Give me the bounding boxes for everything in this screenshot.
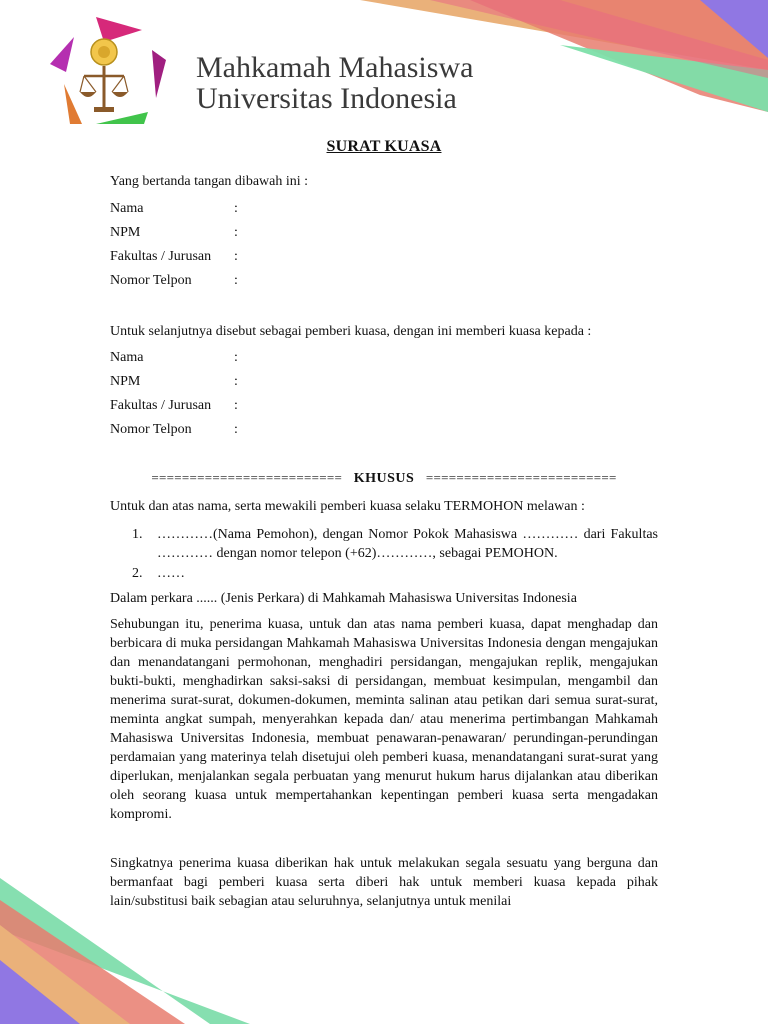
divider-left: =========================	[151, 470, 343, 485]
paragraph-summary: Singkatnya penerima kuasa diberikan hak untuk melakukan segala sesuatu yang berguna dan bermanfaat bagi pemberi kuasa serta diberi hak untuk memberi kuasa kepada pihak lain/substitusi baik sebagian atau seluruhnya, selanjutnya untuk menilai	[110, 856, 658, 909]
logo-green-shard	[96, 112, 148, 124]
behalf-text: Untuk dan atas nama, serta mewakili pemberi kuasa selaku TERMOHON melawan :	[110, 499, 585, 514]
intro-text: Yang bertanda tangan dibawah ini :	[110, 174, 309, 189]
giver-phone-colon: :	[234, 273, 238, 288]
receiver-name-colon: :	[234, 350, 238, 365]
receiver-npm-label: NPM	[110, 374, 141, 389]
list-text-1: …………(Nama Pemohon), dengan Nomor Pokok Mahasiswa ………… dari Fakultas ………… dengan nomor telepon (+62)…………, sebagai PEMOHON.	[157, 527, 658, 561]
giver-npm-label: NPM	[110, 225, 141, 240]
case-text: Dalam perkara ...... (Jenis Perkara) di Mahkamah Mahasiswa Universitas Indonesia	[110, 591, 577, 606]
giver-faculty-label: Fakultas / Jurusan	[110, 249, 212, 264]
org-line-2: Universitas Indonesia	[196, 82, 457, 115]
paragraph-powers: Sehubungan itu, penerima kuasa, untuk dan atas nama pemberi kuasa, dapat menghadap dan berbicara di muka persidangan Mahkamah Mahasiswa Universitas Indonesia dengan mengajukan dan menandatangani permohonan, menghadiri persidangan, mengajukan replik, mengajukan bukti-bukti, menghadirkan saksi-saksi di persidangan, membuat kesimpulan, mengambil dan menerima surat-surat, dokumen-dokumen, meminta salinan atau petikan dari semua surat-surat, meminta angkat sumpah, menyerahkan kepada dan/ atau menerima pertimbangan Mahkamah Mahasiswa Universitas Indonesia, membuat penawaran-penawaran/ perundingan-perundingan perdamaian yang materinya telah disetujui oleh pemberi kuasa, menandatangani surat-surat yang diperlukan, menjalankan segala perbuatan yang menurut hukum harus dijalankan atau diberikan oleh seorang kuasa untuk mempertahankan kepentingan pemberi kuasa serta mengadakan kompromi.	[110, 617, 658, 822]
divider-word: KHUSUS	[353, 471, 415, 486]
receiver-phone-colon: :	[234, 422, 238, 437]
divider-right: =========================	[425, 470, 617, 485]
mahkamah-logo	[44, 12, 172, 132]
scale-left-pan	[80, 92, 96, 97]
giver-name-label: Nama	[110, 201, 144, 216]
receiver-name-label: Nama	[110, 350, 144, 365]
list-number-1: 1.	[132, 527, 143, 542]
receiver-faculty-label: Fakultas / Jurusan	[110, 398, 212, 413]
giver-phone-label: Nomor Telpon	[110, 273, 192, 288]
receiver-phone-label: Nomor Telpon	[110, 422, 192, 437]
logo-orange-shard	[64, 84, 82, 124]
list-item-1	[132, 525, 658, 563]
organization-title	[196, 52, 473, 114]
list-text-2: ……	[157, 566, 185, 581]
logo-magenta-shard	[96, 17, 142, 42]
receiver-npm-colon: :	[234, 374, 238, 389]
document-title: SURAT KUASA	[326, 138, 442, 155]
khusus-divider	[0, 470, 768, 487]
logo-darkmagenta-shard	[152, 50, 166, 98]
logo-purple-shard	[50, 37, 74, 72]
giver-npm-colon: :	[234, 225, 238, 240]
transition-text: Untuk selanjutnya disebut sebagai pemberi kuasa, dengan ini memberi kuasa kepada :	[110, 324, 592, 339]
scale-right-pan	[112, 92, 128, 97]
list-number-2: 2.	[132, 566, 143, 581]
scale-base	[94, 107, 114, 112]
list-item-2	[132, 564, 658, 583]
giver-name-colon: :	[234, 201, 238, 216]
org-line-1: Mahkamah Mahasiswa	[196, 51, 474, 84]
giver-faculty-colon: :	[234, 249, 238, 264]
receiver-faculty-colon: :	[234, 398, 238, 413]
